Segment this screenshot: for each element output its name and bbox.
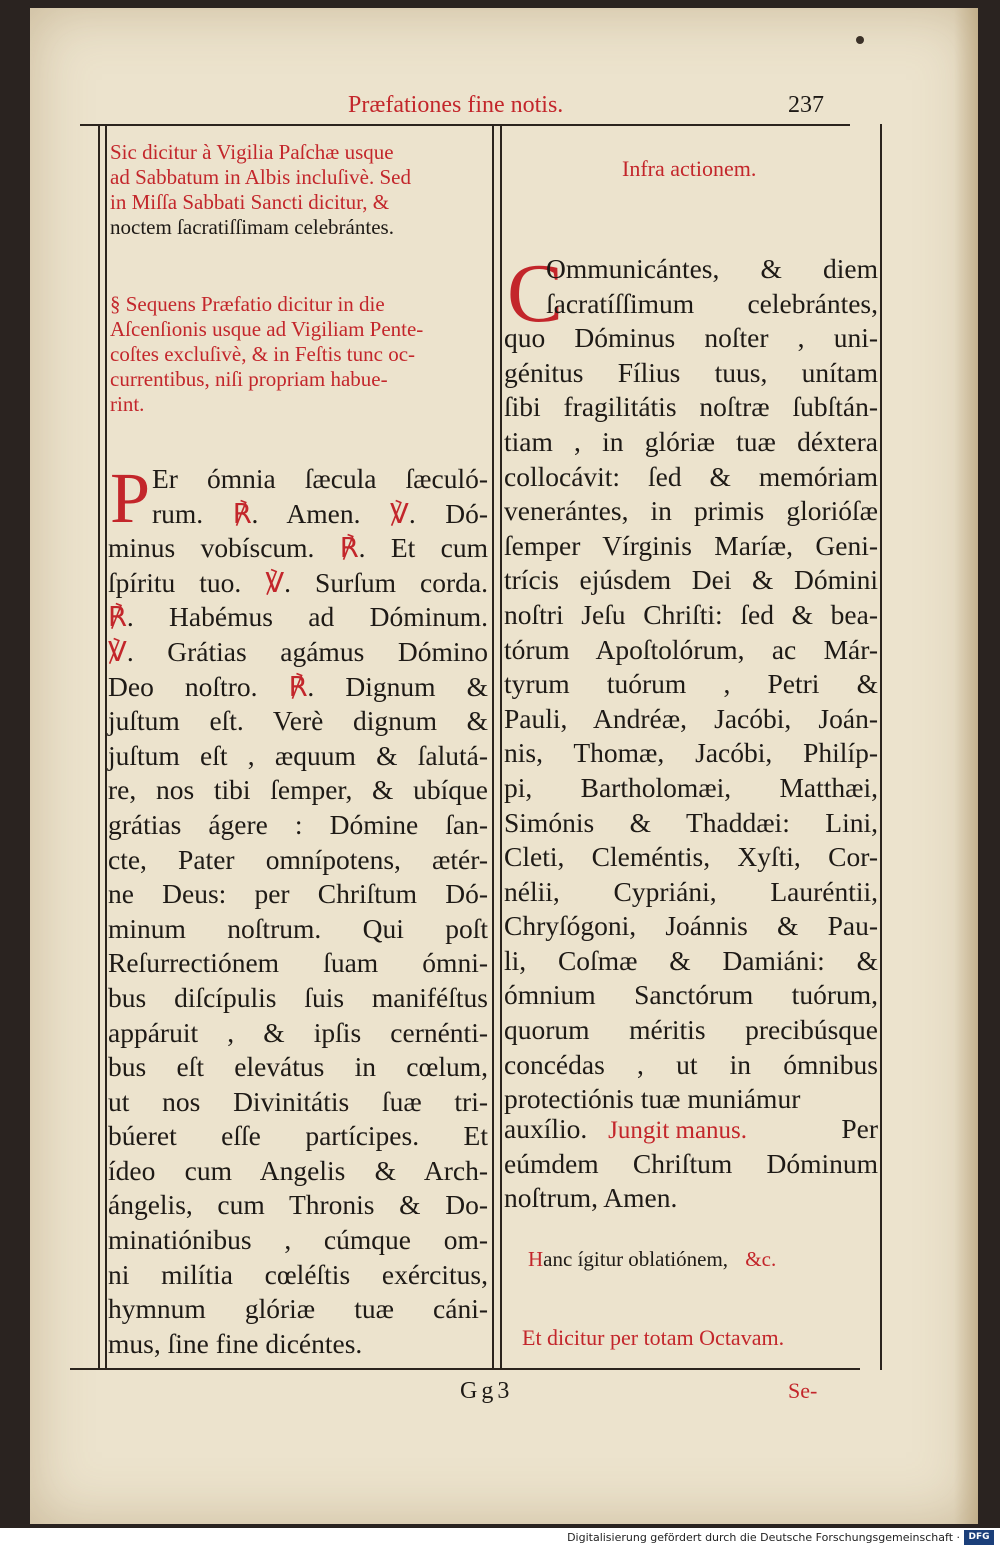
text-line: ídeo cum Angelis & Arch- <box>108 1154 488 1186</box>
text-line: tyrum tuórum , Petri & <box>504 668 878 700</box>
text-line: quorum méritis precibúsque <box>504 1014 878 1046</box>
text-line: Simónis & Thaddæi: Lini, <box>504 806 878 838</box>
text-line: ſibi fragilitátis noſtræ ſubſtán- <box>504 391 878 423</box>
text-line: ne Deus: per Chriſtum Dó- <box>108 878 488 910</box>
text-line: Deo noſtro. ℟. Dignum & <box>108 670 488 702</box>
rubric-octave: Et dicitur per totam Octavam. <box>522 1325 785 1350</box>
hanc-text: anc ígitur oblatiónem, <box>543 1247 729 1271</box>
heading-infra-actionem: Infra actionem. <box>622 156 757 181</box>
text-line: mus, ſine fine dicéntes. <box>108 1327 363 1359</box>
text-line: collocávit: ſed & memóriam <box>504 460 878 492</box>
text-line: appáruit , & ipſis cernénti- <box>108 1016 488 1048</box>
text-line: minatiónibus , cúmque om- <box>108 1224 488 1256</box>
canon-last-word: auxílio. <box>504 1113 588 1144</box>
catchword: Se- <box>788 1378 818 1403</box>
text-line: juſtum eſt , æquum & ſalutá- <box>108 739 488 771</box>
text-line: ángelis, cum Thronis & Do- <box>108 1189 488 1221</box>
text-line: juſtum eſt. Verè dignum & <box>108 705 488 737</box>
text-line: ómnium Sanctórum tuórum, <box>504 979 878 1011</box>
jungit-line <box>504 1112 878 1216</box>
text-line: hymnum glóriæ tuæ cáni- <box>108 1293 488 1325</box>
left-border-inner <box>105 124 107 1370</box>
running-head: Præfationes fine notis. <box>348 92 564 118</box>
rubric-line: coſtes excluſivè, & in Feſtis tunc oc- <box>110 342 416 366</box>
text-line: concédas , ut in ómnibus <box>504 1048 878 1080</box>
text-line: Cleti, Cleméntis, Xyſti, Cor- <box>504 841 878 873</box>
text-line: ni milítia cœléſtis exércitus, <box>108 1258 488 1290</box>
page-blemish <box>856 36 864 44</box>
top-rule <box>80 124 850 126</box>
text-line: Reſurrectiónem ſuam ómni- <box>108 947 488 979</box>
signature-mark: Gg3 <box>460 1378 514 1404</box>
bottom-rule <box>70 1368 860 1370</box>
rubric-line: rint. <box>110 392 145 416</box>
column-divider-inner <box>500 124 502 1370</box>
dropcap-c: C <box>507 247 564 340</box>
text-line: génitus Fílius tuus, unítam <box>504 356 878 388</box>
text-line: cte, Pater omnípotens, ætér- <box>108 843 488 875</box>
text-line: tórum Apoſtolórum, ac Már- <box>504 633 878 665</box>
hanc-igitur-line <box>528 1247 776 1272</box>
right-border <box>880 124 882 1370</box>
text-line: ℣. Grátias agámus Dómino <box>108 635 488 667</box>
text-line: protectiónis tuæ muniámur <box>504 1083 801 1115</box>
text-line: Pauli, Andréæ, Jacóbi, Joán- <box>504 702 878 734</box>
text-line: minus vobíscum. ℟. Et cum <box>108 532 488 564</box>
dropcap-p: P <box>110 458 151 538</box>
communicantes-text <box>504 247 878 1117</box>
rubric-line: Aſcenſionis usque ad Vigiliam Pente- <box>110 317 424 341</box>
rubric-line: ad Sabbatum in Albis incluſivè. Sed <box>110 165 411 189</box>
text-line: búeret eſſe partícipes. Et <box>108 1120 488 1152</box>
left-border <box>98 124 100 1370</box>
text-line: ut nos Divinitátis ſuæ tri- <box>108 1085 488 1117</box>
text-line: grátias ágere : Dómine ſan- <box>108 808 488 840</box>
rubric-easter-octave <box>110 140 488 240</box>
text-line: pi, Bartholomæi, Matthæi, <box>504 771 878 803</box>
text-line: venerántes, in primis glorióſæ <box>504 495 878 527</box>
text-line: minum noſtrum. Qui poſt <box>108 912 488 944</box>
text-line: quo Dóminus noſter , uni- <box>504 322 878 354</box>
hanc-cap: H <box>528 1247 544 1271</box>
jungit-row <box>504 1112 878 1147</box>
text-line: trícis ejúsdem Dei & Dómini <box>504 564 878 596</box>
text-line: ſpíritu tuo. ℣. Surſum corda. <box>108 566 488 598</box>
page-number: 237 <box>788 92 824 118</box>
rubric-line: currentibus, niſi propriam habue- <box>110 367 388 391</box>
text-line: nis, Thomæ, Jacóbi, Philíp- <box>504 737 878 769</box>
rubric-ascension <box>110 292 488 417</box>
text-line: Ommunicántes, & diem <box>546 253 878 284</box>
text-line: Er ómnia ſæcula ſæculó- <box>152 463 488 494</box>
rubric-line: Sic dicitur à Vigilia Paſchæ usque <box>110 140 394 164</box>
dfg-credit: Digitalisierung gefördert durch die Deutsche Forschungsgemeinschaft · <box>567 1531 960 1544</box>
text-line: Chryſógoni, Joánnis & Pau- <box>504 910 878 942</box>
text-line: ſemper Vírginis Maríæ, Geni- <box>504 529 878 561</box>
text-line: li, Coſmæ & Damiáni: & <box>504 944 878 976</box>
text-line: ℟. Habémus ad Dóminum. <box>108 601 488 633</box>
rubric-line: noctem ſacratiſſimam celebrántes. <box>110 215 394 239</box>
dfg-logo-icon: DFG <box>964 1530 994 1545</box>
rubric-jungit-manus: Jungit manus. <box>608 1117 748 1144</box>
closing-line: noſtrum, Amen. <box>504 1182 678 1214</box>
text-line: tiam , in glóriæ tuæ déxtera <box>504 425 878 457</box>
text-line: bus diſcípulis ſuis maniféſtus <box>108 981 488 1013</box>
hanc-etc: &c. <box>745 1247 777 1271</box>
text-line: bus eſt elevátus in cœlum, <box>108 1051 488 1083</box>
closing-line: eúmdem Chriſtum Dóminum <box>504 1147 878 1179</box>
text-line: re, nos tibi ſemper, & ubíque <box>108 774 488 806</box>
text-line: rum. ℟. Amen. ℣. Dó- <box>152 497 488 529</box>
text-line: nélii, Cypriáni, Lauréntii, <box>504 875 878 907</box>
preface-text <box>108 458 488 1361</box>
column-divider <box>492 124 494 1370</box>
rubric-line: in Miſſa Sabbati Sancti dicitur, & <box>110 190 390 214</box>
per-word: Per <box>841 1113 878 1144</box>
text-line: ſacratíſſimum celebrántes, <box>546 287 878 319</box>
text-line: noſtri Jeſu Chriſti: ſed & bea- <box>504 598 878 630</box>
rubric-line: § Sequens Præfatio dicitur in die <box>110 292 385 316</box>
